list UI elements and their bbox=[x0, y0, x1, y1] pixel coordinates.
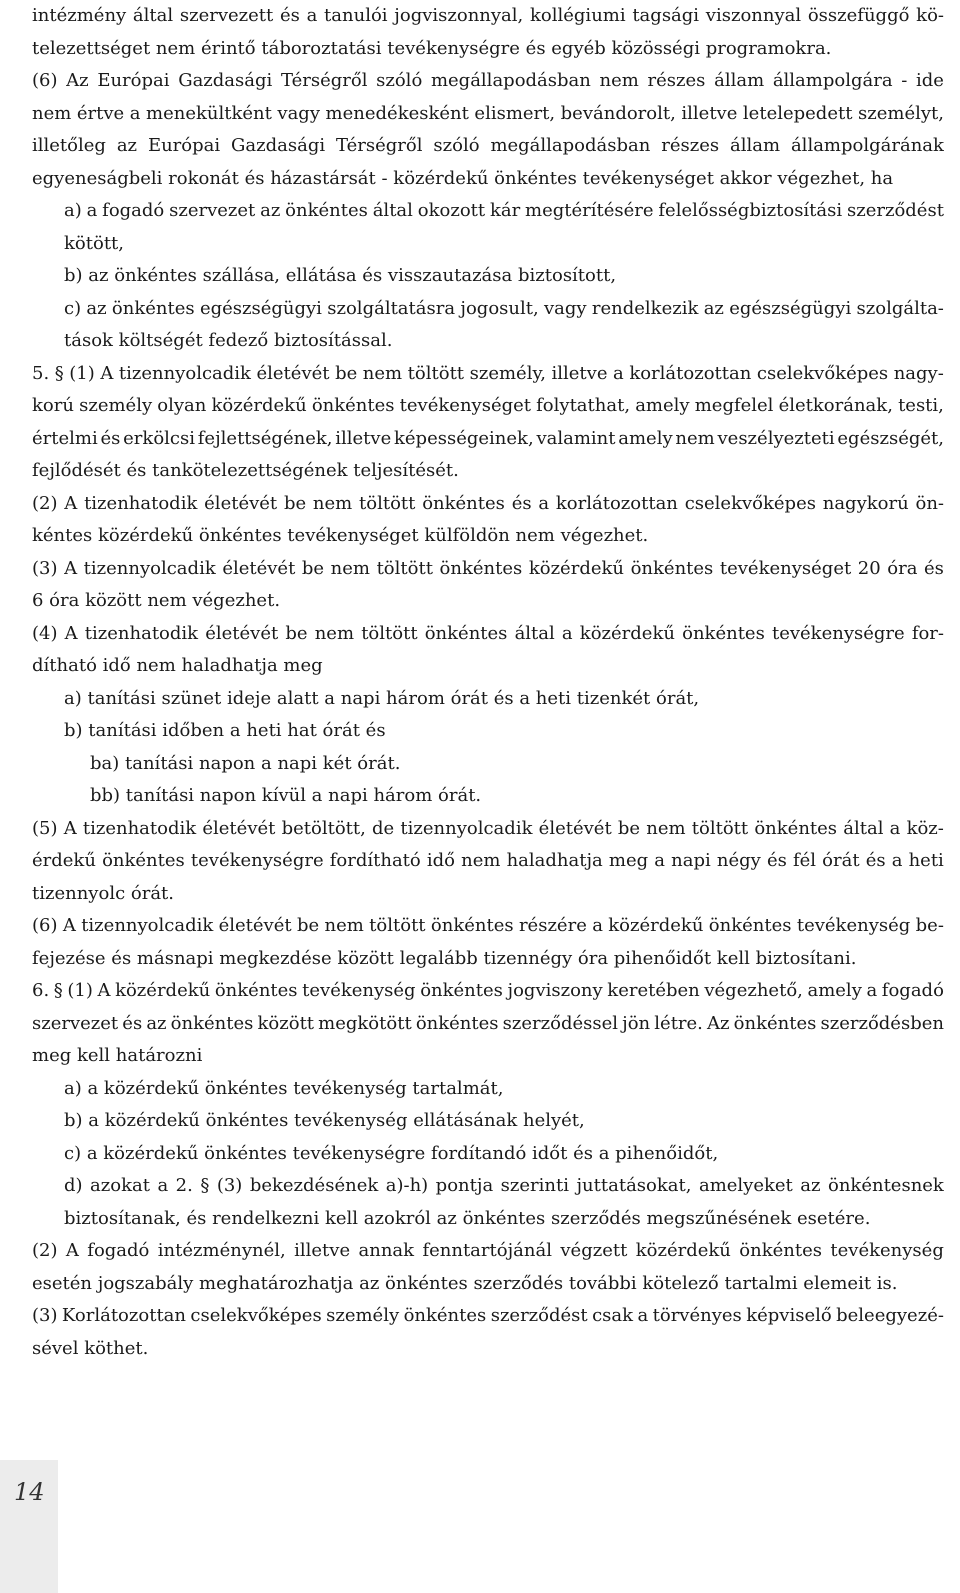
text-line: (4) A tizenhatodik életévét be nem töltött önkéntes által a közérdekű önkéntes tevékenységre for- bbox=[32, 622, 944, 644]
text-line: 6. § (1) A közérdekű önkéntes tevékenység önkéntes jogviszony keretében végezhető, amely a fogadó bbox=[32, 980, 944, 1001]
text-line: b) a közérdekű önkéntes tevékenység ellátásának helyét, bbox=[64, 1110, 585, 1131]
text-line: b) tanítási időben a heti hat órát és bbox=[64, 720, 386, 741]
text-line: 6 óra között nem végezhet. bbox=[32, 590, 281, 611]
text-line: sével köthet. bbox=[32, 1337, 149, 1359]
text-line: illetőleg az Európai Gazdasági Térségről szóló megállapodásban részes állam állampolgárának bbox=[32, 135, 944, 156]
text-line: (3) Korlátozottan cselekvőképes személy önkéntes szerződést csak a törvényes képviselő beleegyezé- bbox=[32, 1305, 944, 1326]
text-line: tizennyolc órát. bbox=[32, 882, 175, 904]
text-line: telezettséget nem érintő táboroztatási tevékenységre és egyéb közösségi programokra. bbox=[32, 37, 832, 59]
text-line: dítható idő nem haladhatja meg bbox=[32, 655, 323, 676]
text-line: (6) Az Európai Gazdasági Térségről szóló megállapodásban nem részes állam állampolgára - ide bbox=[32, 70, 944, 91]
text-line: intézmény által szervezett és a tanulói jogviszonnyal, kollégiumi tagsági viszonnyal összefüggő kö- bbox=[32, 5, 944, 26]
text-line: (2) A fogadó intézménynél, illetve annak fenntartójánál végzett közérdekű önkéntes tevékenység bbox=[32, 1240, 944, 1261]
text-line: szervezet és az önkéntes között megkötött önkéntes szerződéssel jön létre. Az önkéntes szerződésben bbox=[32, 1012, 944, 1034]
text-line: 5. § (1) A tizennyolcadik életévét be nem töltött személy, illetve a korlátozottan cselekvőképes nagy- bbox=[32, 362, 944, 384]
text-line: korú személy olyan közérdekű önkéntes tevékenységet folytathat, amely megfelel életkorának, testi, bbox=[32, 395, 944, 416]
document-body bbox=[32, 0, 944, 1365]
text-line: meg kell határozni bbox=[32, 1045, 203, 1066]
text-line: d) azokat a 2. § (3) bekezdésének a)-h) pontja szerinti juttatásokat, amelyeket az önkéntesnek bbox=[64, 1175, 944, 1196]
text-line: egyeneságbeli rokonát és házastársát - közérdekű önkéntes tevékenységet akkor végezhet, ha bbox=[32, 167, 894, 189]
text-line: a) a fogadó szervezet az önkéntes által okozott kár megtérítésére felelősségbiztosítási szerződést bbox=[64, 200, 944, 221]
text-line: nem értve a menekültként vagy menedékesként elismert, bevándorolt, illetve letelepedett személyt, bbox=[32, 102, 944, 124]
text-line: (5) A tizenhatodik életévét betöltött, de tizennyolcadik életévét be nem töltött önkéntes által a köz- bbox=[32, 817, 944, 839]
text-line: (6) A tizennyolcadik életévét be nem töltött önkéntes részére a közérdekű önkéntes tevékenység be- bbox=[32, 915, 944, 936]
text-line: érdekű önkéntes tevékenységre fordítható idő nem haladhatja meg a napi négy és fél órát és a heti bbox=[32, 850, 944, 871]
text-line: biztosítanak, és rendelkezni kell azokról az önkéntes szerződés megszűnésének esetére. bbox=[64, 1207, 871, 1229]
text-line: bb) tanítási napon kívül a napi három órát. bbox=[90, 785, 482, 806]
text-line: a) tanítási szünet ideje alatt a napi három órát és a heti tizenkét órát, bbox=[64, 687, 700, 709]
text-line: fejezése és másnapi megkezdése között legalább tizennégy óra pihenőidőt kell biztosítani. bbox=[32, 947, 857, 969]
text-line: értelmi és erkölcsi fejlettségének, illetve képességeinek, valamint amely nem veszélyezteti egészségét, bbox=[32, 427, 944, 449]
text-line: c) az önkéntes egészségügyi szolgáltatásra jogosult, vagy rendelkezik az egészségügyi szolgálta- bbox=[64, 297, 944, 319]
text-line: c) a közérdekű önkéntes tevékenységre fordítandó időt és a pihenőidőt, bbox=[64, 1142, 719, 1164]
text-line: fejlődését és tankötelezettségének teljesítését. bbox=[32, 460, 459, 481]
text-line: (3) A tizennyolcadik életévét be nem töltött önkéntes közérdekű önkéntes tevékenységet 20 óra és bbox=[32, 557, 944, 579]
text-line: tások költségét fedező biztosítással. bbox=[64, 330, 393, 351]
text-line: a) a közérdekű önkéntes tevékenység tartalmát, bbox=[64, 1077, 504, 1099]
text-line: esetén jogszabály meghatározhatja az önkéntes szerződés további kötelező tartalmi elemeit is. bbox=[32, 1272, 898, 1294]
text-line: ba) tanítási napon a napi két órát. bbox=[90, 752, 401, 774]
text-line: kéntes közérdekű önkéntes tevékenységet külföldön nem végezhet. bbox=[32, 525, 649, 546]
text-line: kötött, bbox=[64, 232, 125, 254]
text-line: b) az önkéntes szállása, ellátása és visszautazása biztosított, bbox=[64, 265, 617, 286]
text-line: (2) A tizenhatodik életévét be nem töltött önkéntes és a korlátozottan cselekvőképes nagykorú ön- bbox=[32, 492, 944, 514]
page-number: 14 bbox=[14, 1478, 45, 1506]
